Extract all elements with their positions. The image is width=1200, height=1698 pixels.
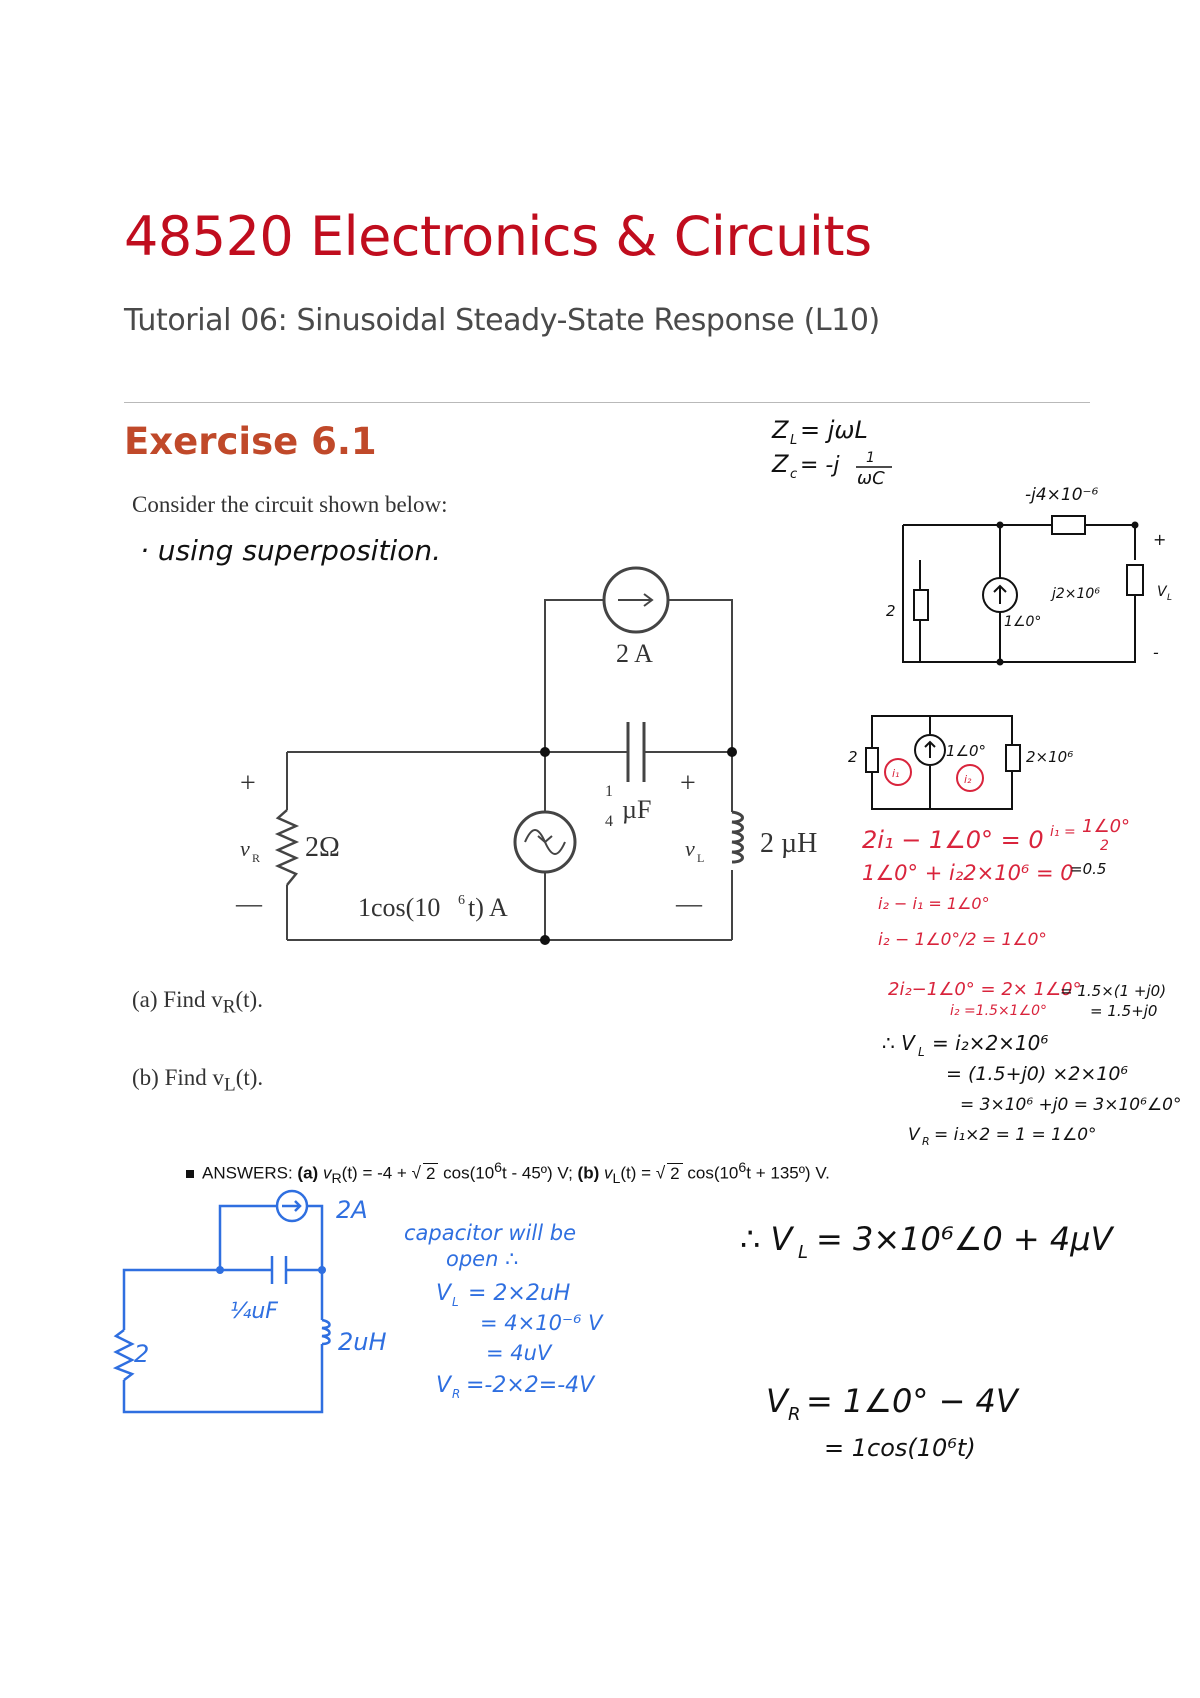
- final-vr-rhs: = 1∠0° − 4V: [806, 1382, 1018, 1420]
- exercise-prompt: Consider the circuit shown below:: [132, 492, 448, 517]
- mesh-i2: i₂: [964, 773, 972, 786]
- blue-inductor: [322, 1320, 330, 1344]
- red-line-4: i₂ − 1∠0°/2 = 1∠0°: [878, 930, 1047, 950]
- note-superposition: · using superposition.: [140, 534, 441, 567]
- blue-note-vl-rhs: = 2×2uH: [468, 1281, 571, 1306]
- rect-line-2: = 1.5+j0: [1090, 1002, 1158, 1020]
- blue-notes: [134, 1196, 604, 1401]
- mesh-i1: i₁: [892, 767, 900, 780]
- black-line-vl-rhs: = i₂×2×10⁶: [932, 1031, 1049, 1055]
- blue-note-5: = 4uV: [486, 1341, 552, 1365]
- question-b: (b) Find $v_L(t)$.: [132, 1065, 264, 1096]
- label-resistor: 2Ω: [305, 832, 340, 863]
- final-vr-line2: = 1cos(10⁶t): [824, 1434, 976, 1462]
- label-inductor: 2 µH: [760, 828, 818, 859]
- label-vr: v: [240, 836, 250, 861]
- answers-line: ANSWERS: (a) $v_R(t) = -4$ + √ 2 $\cos(10^6t$ - 45º) V; (b) $v_L(t)$ = √ 2 $\cos(10^6t$ + 135º) V.: [186, 1160, 830, 1187]
- label-vl: v: [685, 836, 695, 861]
- black-line-2: = (1.5+j0) ×2×10⁶: [946, 1063, 1129, 1085]
- blue-note-2: open ∴: [446, 1247, 519, 1271]
- sketch-label-vl: V: [1157, 584, 1167, 600]
- mesh-label-inductor: 2×10⁶: [1026, 748, 1074, 766]
- blue-note-vl-sub: L: [452, 1295, 459, 1309]
- note-zl-sub: L: [790, 433, 798, 448]
- black-working: [882, 1031, 1181, 1148]
- sketch-label-source: 1∠0°: [1004, 614, 1042, 630]
- mesh-label-resistor: 2: [848, 748, 858, 766]
- blue-label-capacitor: ¼uF: [230, 1299, 278, 1324]
- sketch-minus: -: [1153, 643, 1159, 662]
- sketch-resistor: [914, 590, 928, 620]
- sketch-plus: +: [1153, 530, 1167, 549]
- note-zc-sub: c: [790, 467, 798, 482]
- blue-label-resistor: 2: [134, 1340, 150, 1368]
- label-ac-exp: 6: [458, 893, 465, 908]
- vl-minus: —: [676, 889, 702, 918]
- final-results: [740, 1220, 1115, 1462]
- final-vl-rhs: = 3×10⁶∠0 + 4µV: [816, 1220, 1113, 1258]
- red-line-6: i₂ =1.5×1∠0°: [950, 1003, 1048, 1019]
- phasor-circuit-sketch: [903, 516, 1143, 662]
- vr-plus: +: [240, 768, 256, 799]
- sqrt-icon: √: [411, 1163, 421, 1183]
- sketch-inductor: [1127, 565, 1143, 595]
- black-line-vr-sub: R: [922, 1135, 930, 1148]
- sketch-label-vl-sub: L: [1167, 593, 1173, 603]
- label-cap-den: 4: [605, 813, 613, 830]
- note-zc: Z: [772, 450, 789, 478]
- exercise-heading: Exercise 6.1: [124, 420, 377, 463]
- blue-note-4: = 4×10⁻⁶ V: [480, 1311, 603, 1335]
- note-zc-rhs: = -j: [800, 453, 840, 478]
- black-line-vr: V: [908, 1125, 920, 1145]
- label-ac-tail: t) A: [468, 893, 508, 922]
- page-subtitle: Tutorial 06: Sinusoidal Steady-State Response (L10): [124, 303, 880, 338]
- question-a: (a) Find $v_R(t)$.: [132, 987, 263, 1018]
- final-vr-sub: R: [788, 1404, 801, 1425]
- blue-note-vl: V: [436, 1281, 452, 1306]
- sketch-impedance-top: [1052, 516, 1085, 534]
- red-line-5: 2i₂−1∠0° = 2× 1∠0°: [888, 979, 1082, 1000]
- red-line-3: i₂ − i₁ = 1∠0°: [878, 894, 990, 913]
- black-line-3: = 3×10⁶ +j0 = 3×10⁶∠0°: [960, 1095, 1182, 1115]
- label-vr-sub: R: [252, 851, 261, 865]
- sketch-label-resistor: 2: [886, 602, 896, 620]
- blue-note-vr-sub: R: [452, 1387, 461, 1401]
- blue-resistor: [116, 1330, 132, 1380]
- red-line-2: 1∠0° + i₂2×10⁶ = 0: [862, 861, 1074, 885]
- black-line-vr-rhs: = i₁×2 = 1 = 1∠0°: [934, 1125, 1097, 1145]
- final-vl: ∴ V: [740, 1220, 793, 1258]
- sketch-label-inductor: j2×10⁶: [1052, 586, 1100, 602]
- blue-label-source: 2A: [336, 1196, 368, 1224]
- blue-note-vr: V: [436, 1373, 452, 1398]
- label-2A: 2 A: [616, 639, 653, 668]
- final-vl-sub: L: [798, 1242, 809, 1263]
- mesh-label-source: 1∠0°: [946, 742, 987, 760]
- label-capacitor: µF: [622, 795, 652, 824]
- vr-minus: —: [236, 889, 262, 918]
- note-zl: Z: [772, 416, 789, 444]
- blue-label-inductor: 2uH: [338, 1328, 387, 1356]
- note-zc-num: 1: [866, 450, 875, 466]
- page-title: 48520 Electronics & Circuits: [124, 205, 872, 268]
- red-i1-num: 1∠0°: [1082, 816, 1131, 837]
- note-zl-rhs: = jωL: [800, 416, 868, 444]
- sketch-label-top: -j4×10⁻⁶: [1025, 485, 1099, 505]
- blue-circuit-sketch: [116, 1191, 330, 1412]
- rect-line-1: = 1.5×(1 +j0): [1060, 982, 1167, 1000]
- blue-note-1: capacitor will be: [404, 1221, 576, 1245]
- final-vr: V: [766, 1382, 788, 1420]
- sqrt-icon: √: [655, 1163, 666, 1183]
- label-cap-num: 1: [605, 783, 613, 800]
- red-i1-den: 2: [1100, 838, 1109, 854]
- label-vl-sub: L: [697, 851, 705, 865]
- red-line-1: 2i₁ − 1∠0° = 0: [862, 826, 1044, 854]
- red-i1-value: =0.5: [1070, 860, 1107, 878]
- red-i1-lhs: i₁ =: [1050, 824, 1076, 840]
- mesh-resistor: [866, 748, 878, 772]
- black-line-vl-sub: L: [918, 1045, 925, 1059]
- vl-plus: +: [680, 768, 696, 799]
- mesh-inductor: [1006, 745, 1020, 771]
- label-ac-source: 1cos(10: [358, 893, 441, 922]
- blue-note-vr-rhs: =-2×2=-4V: [466, 1373, 595, 1398]
- note-zc-den: ωC: [857, 468, 885, 489]
- black-line-vl: ∴ V: [882, 1031, 915, 1055]
